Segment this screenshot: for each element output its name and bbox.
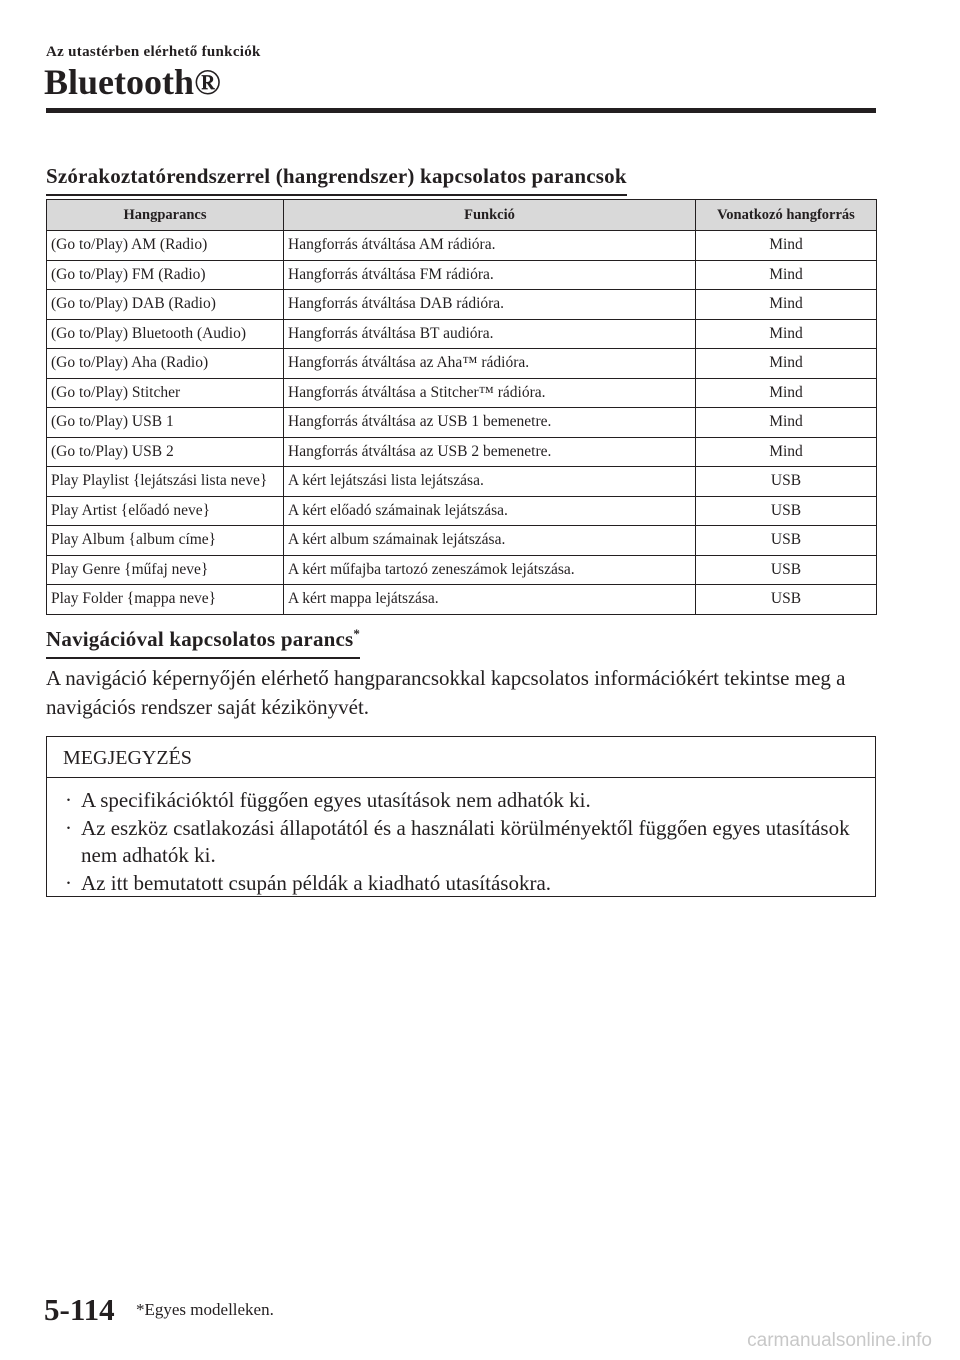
note-item <box>65 787 875 814</box>
navigation-body-text: A navigáció képernyőjén elérhető hangparancsokkal kapcsolatos információkért tekintse meg a navigációs rendszer saját kézikönyvét. <box>46 666 846 719</box>
cell-function: A kért mappa lejátszása. <box>284 585 696 615</box>
note-item-text: A specifikációktól függően egyes utasítások nem adhatók ki. <box>81 788 591 812</box>
table-row <box>47 408 877 438</box>
column-header-source: Vonatkozó hangforrás <box>696 200 877 231</box>
note-item <box>65 815 875 869</box>
cell-function: Hangforrás átváltása BT audióra. <box>284 319 696 349</box>
table-row <box>47 260 877 290</box>
table-header-row <box>47 200 877 231</box>
cell-voice-command: Play Playlist {lejátszási lista neve} <box>47 467 284 497</box>
column-header-function: Funkció <box>284 200 696 231</box>
table-row <box>47 555 877 585</box>
page-number: 5-114 <box>44 1292 115 1327</box>
table-row <box>47 231 877 261</box>
header-rule <box>46 108 876 113</box>
cell-function: A kért album számainak lejátszása. <box>284 526 696 556</box>
voice-commands-table <box>46 199 877 615</box>
cell-source: Mind <box>696 319 877 349</box>
cell-source: USB <box>696 496 877 526</box>
table-body <box>47 231 877 615</box>
cell-function: Hangforrás átváltása FM rádióra. <box>284 260 696 290</box>
cell-function: Hangforrás átváltása az USB 1 bemenetre. <box>284 408 696 438</box>
running-head: Az utastérben elérhető funkciók <box>46 44 261 60</box>
model-specific-mark: * <box>353 626 361 641</box>
cell-function: Hangforrás átváltása DAB rádióra. <box>284 290 696 320</box>
cell-source: USB <box>696 585 877 615</box>
cell-source: Mind <box>696 231 877 261</box>
bullet-icon: · <box>65 788 72 812</box>
table-row <box>47 496 877 526</box>
cell-source: Mind <box>696 260 877 290</box>
column-header-command: Hangparancs <box>47 200 284 231</box>
chapter-title: Bluetooth® <box>44 62 221 102</box>
table-row <box>47 349 877 379</box>
cell-voice-command: Play Genre {műfaj neve} <box>47 555 284 585</box>
cell-source: Mind <box>696 437 877 467</box>
cell-voice-command: (Go to/Play) Bluetooth (Audio) <box>47 319 284 349</box>
cell-source: USB <box>696 467 877 497</box>
cell-source: Mind <box>696 408 877 438</box>
table-row <box>47 290 877 320</box>
note-item-text: Az eszköz csatlakozási állapotától és a használati körülményektől függően egyes utasítások nem adhatók ki. <box>81 816 850 867</box>
cell-function: Hangforrás átváltása az Aha™ rádióra. <box>284 349 696 379</box>
cell-function: Hangforrás átváltása AM rádióra. <box>284 231 696 261</box>
note-item <box>65 870 875 897</box>
cell-voice-command: (Go to/Play) DAB (Radio) <box>47 290 284 320</box>
table-row <box>47 378 877 408</box>
cell-function: A kért előadó számainak lejátszása. <box>284 496 696 526</box>
cell-voice-command: (Go to/Play) AM (Radio) <box>47 231 284 261</box>
cell-function: Hangforrás átváltása az USB 2 bemenetre. <box>284 437 696 467</box>
navigation-section-heading <box>46 626 360 659</box>
cell-source: Mind <box>696 290 877 320</box>
navigation-heading-text: Navigációval kapcsolatos parancs <box>46 627 354 651</box>
cell-function: Hangforrás átváltása a Stitcher™ rádióra. <box>284 378 696 408</box>
cell-voice-command: Play Folder {mappa neve} <box>47 585 284 615</box>
cell-voice-command: Play Album {album címe} <box>47 526 284 556</box>
note-item-text: Az itt bemutatott csupán példák a kiadható utasításokra. <box>81 871 552 895</box>
cell-source: Mind <box>696 378 877 408</box>
cell-function: A kért lejátszási lista lejátszása. <box>284 467 696 497</box>
cell-voice-command: (Go to/Play) FM (Radio) <box>47 260 284 290</box>
cell-source: USB <box>696 555 877 585</box>
watermark: carmanualsonline.info <box>747 1330 932 1351</box>
table-row <box>47 585 877 615</box>
table-row <box>47 526 877 556</box>
bullet-icon: · <box>65 816 72 840</box>
cell-voice-command: (Go to/Play) Stitcher <box>47 378 284 408</box>
note-box <box>46 736 876 897</box>
entertainment-section-heading: Szórakoztatórendszerrel (hangrendszer) kapcsolatos parancsok <box>46 164 627 196</box>
cell-source: USB <box>696 526 877 556</box>
cell-function: A kért műfajba tartozó zeneszámok lejátszása. <box>284 555 696 585</box>
cell-voice-command: (Go to/Play) Aha (Radio) <box>47 349 284 379</box>
cell-voice-command: Play Artist {előadó neve} <box>47 496 284 526</box>
footnote: *Egyes modelleken. <box>136 1300 274 1319</box>
table-row <box>47 467 877 497</box>
note-list <box>47 778 875 897</box>
cell-voice-command: (Go to/Play) USB 2 <box>47 437 284 467</box>
cell-source: Mind <box>696 349 877 379</box>
table-row <box>47 319 877 349</box>
table-row <box>47 437 877 467</box>
note-title: MEGJEGYZÉS <box>47 737 875 778</box>
cell-voice-command: (Go to/Play) USB 1 <box>47 408 284 438</box>
bullet-icon: · <box>65 871 72 895</box>
